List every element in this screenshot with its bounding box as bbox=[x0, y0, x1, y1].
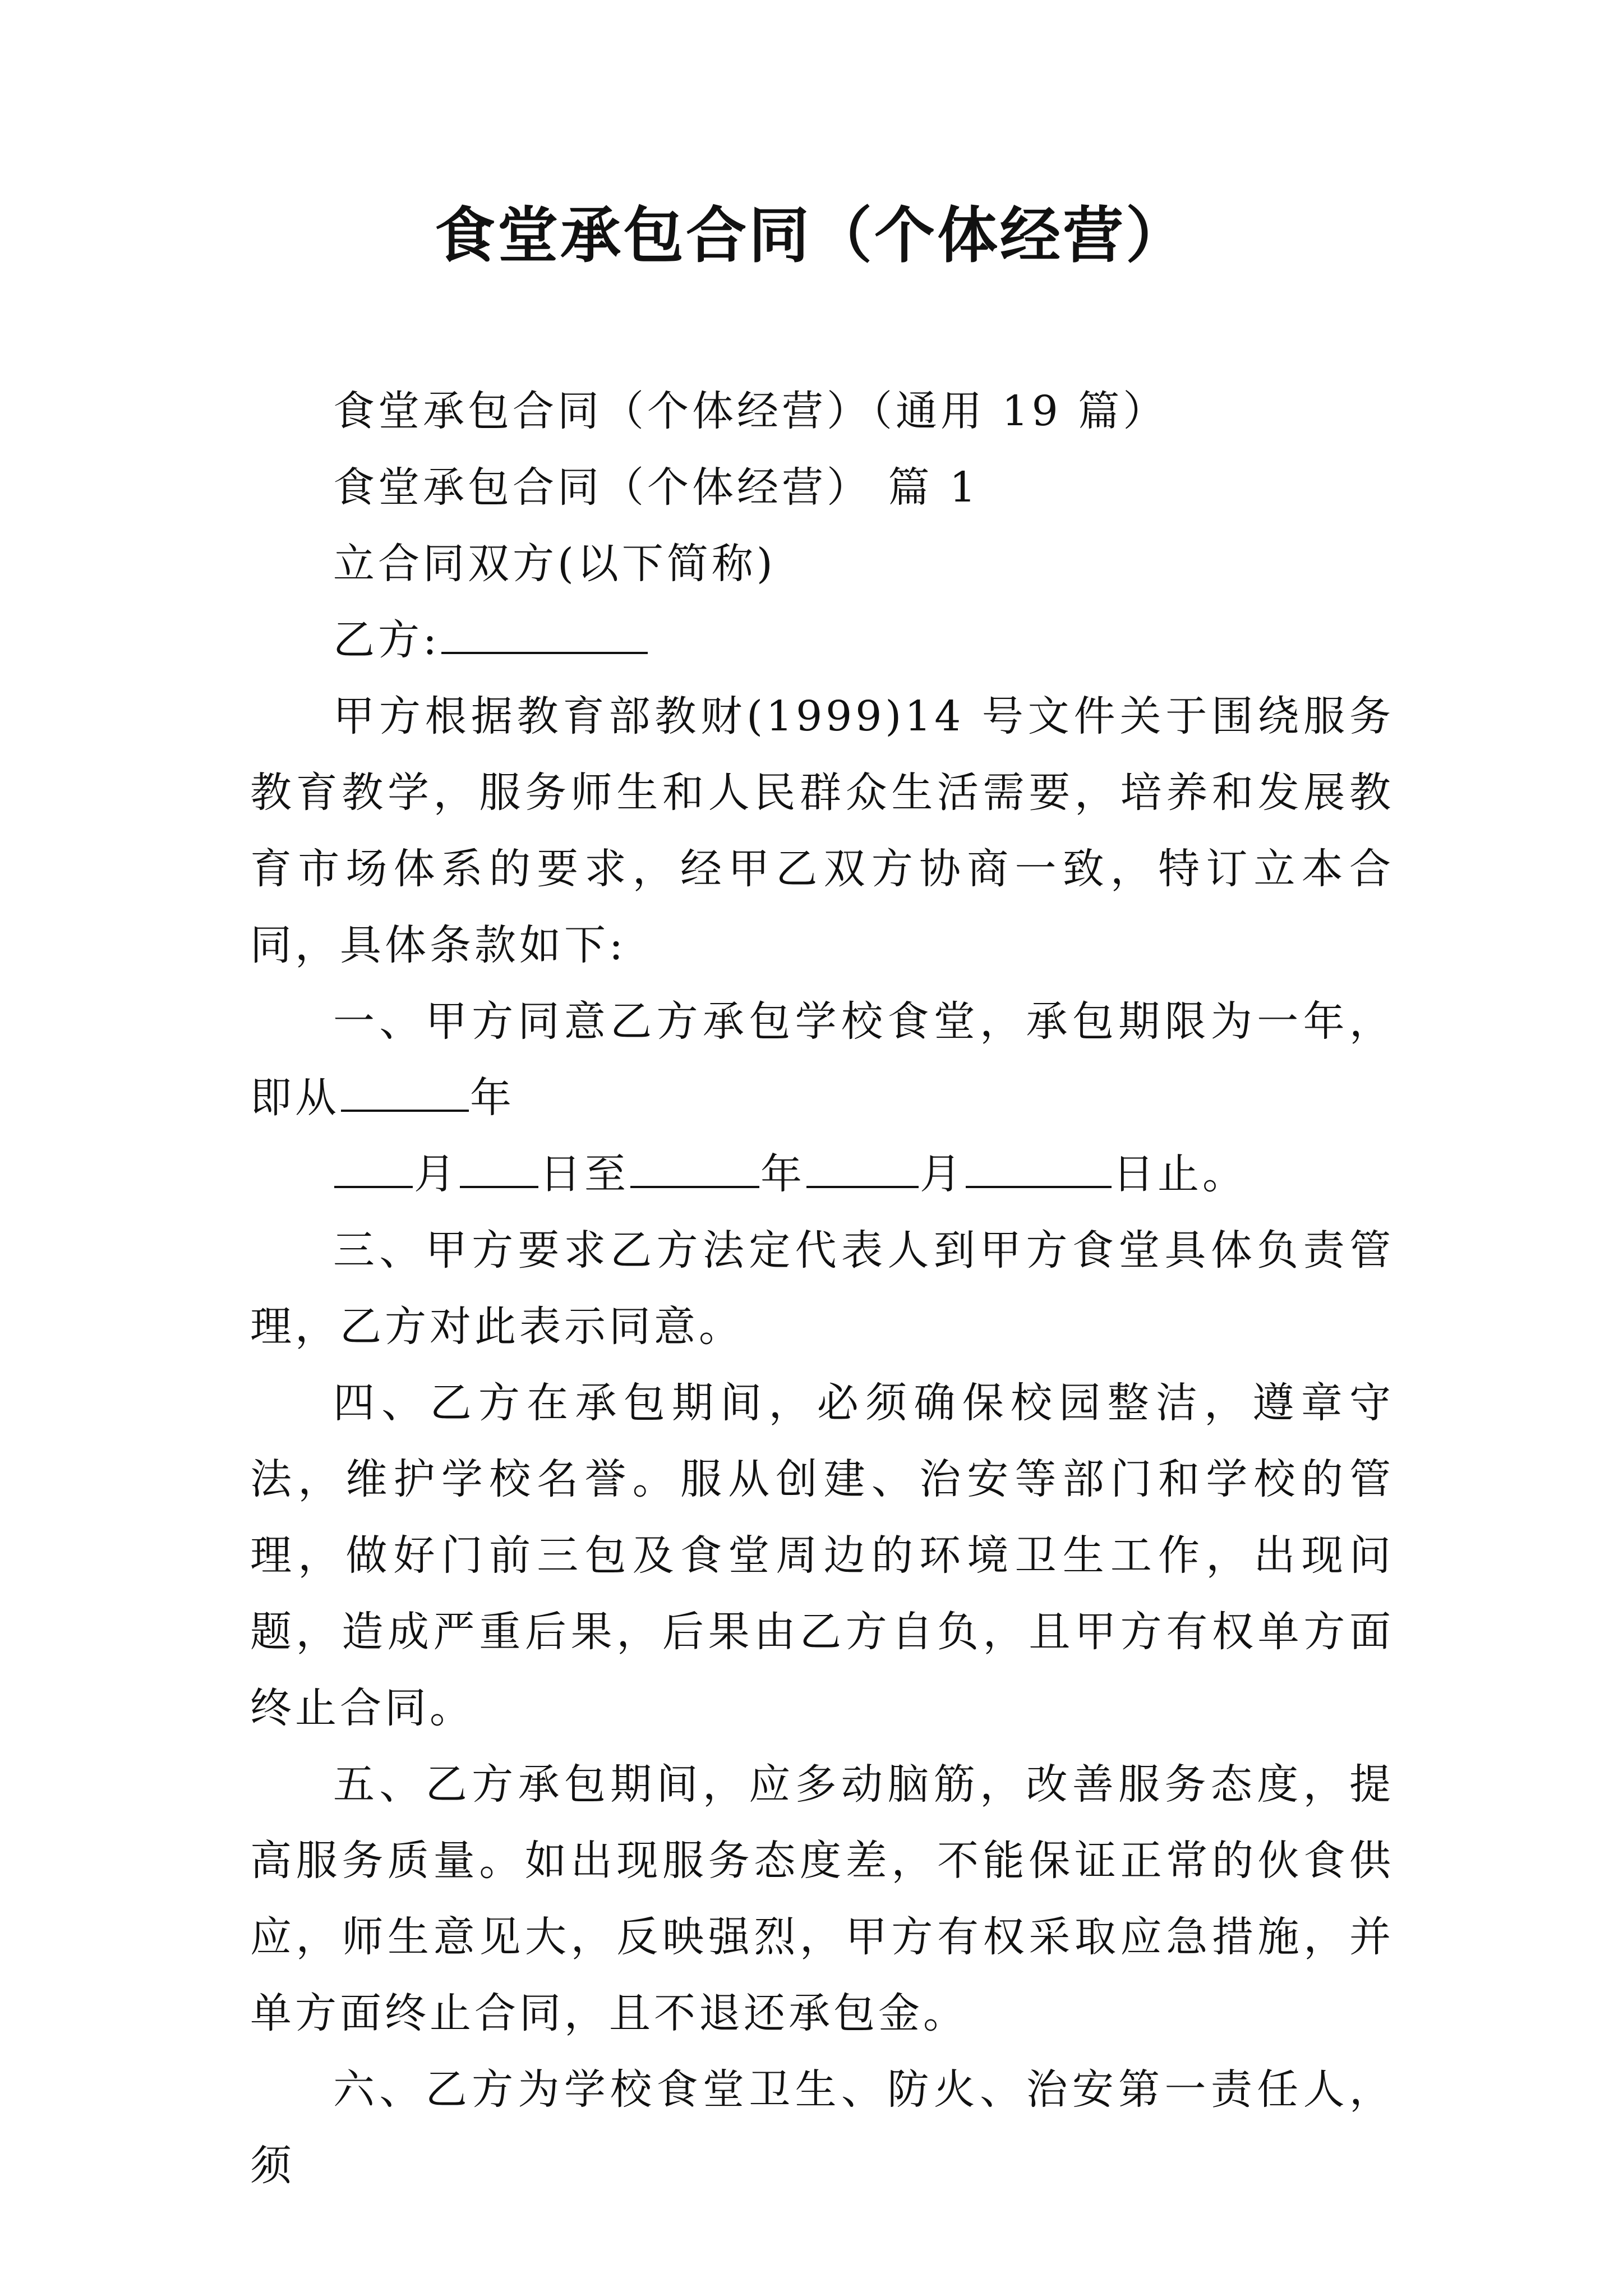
start-day-blank bbox=[460, 1151, 538, 1188]
party-b-label: 乙方: bbox=[333, 616, 440, 664]
party-b-line bbox=[250, 602, 1394, 678]
day-to-label: 日至 bbox=[540, 1150, 629, 1198]
clause-1 bbox=[250, 983, 1394, 1136]
party-b-blank bbox=[441, 617, 648, 654]
end-month-label: 月 bbox=[920, 1150, 965, 1198]
clause-3: 三、甲方要求乙方法定代表人到甲方食堂具体负责管理，乙方对此表示同意。 bbox=[250, 1226, 1394, 1351]
clause-5: 五、乙方承包期间，应多动脑筋，改善服务态度，提高服务质量。如出现服务态度差，不能保证正常的伙食供应，师生意见大，反映强烈，甲方有权采取应急措施，并单方面终止合同，且不退还承包金。 bbox=[250, 1760, 1394, 2037]
clause-1-year-blank bbox=[341, 1075, 469, 1112]
clause-6: 六、乙方为学校食堂卫生、防火、治安第一责任人，须 bbox=[250, 2065, 1394, 2190]
chapter-heading: 食堂承包合同（个体经营） 篇 1 bbox=[333, 463, 980, 512]
clause-1-dates bbox=[250, 1136, 1394, 1212]
end-year-blank bbox=[630, 1151, 759, 1188]
start-month-label: 月 bbox=[414, 1150, 459, 1198]
document-title: 食堂承包合同（个体经营） bbox=[434, 200, 1188, 271]
document-subtitle: 食堂承包合同（个体经营）（通用 19 篇） bbox=[333, 387, 1168, 435]
clause-1-year-label: 年 bbox=[470, 1074, 515, 1122]
parties-intro: 立合同双方(以下简称) bbox=[333, 540, 776, 588]
end-year-label: 年 bbox=[760, 1150, 805, 1198]
intro-paragraph: 甲方根据教育部教财(1999)14 号文件关于围绕服务教育教学，服务师生和人民群众生活需要，培养和发展教育市场体系的要求，经甲乙双方协商一致，特订立本合同，具体条款如下: bbox=[250, 692, 1394, 969]
end-month-blank bbox=[806, 1151, 919, 1188]
end-label: 日止。 bbox=[1113, 1150, 1247, 1198]
clause-1-text: 一、甲方同意乙方承包学校食堂，承包期限为一年，即从 bbox=[250, 997, 1394, 1122]
end-day-blank bbox=[966, 1151, 1112, 1188]
document-body bbox=[250, 373, 1394, 2204]
clause-4: 四、乙方在承包期间，必须确保校园整洁，遵章守法，维护学校名誉。服从创建、治安等部门和学校的管理，做好门前三包及食堂周边的环境卫生工作，出现问题，造成严重后果，后果由乙方自负，且甲方有权单方面终止合同。 bbox=[250, 1379, 1394, 1732]
start-month-blank bbox=[334, 1151, 413, 1188]
